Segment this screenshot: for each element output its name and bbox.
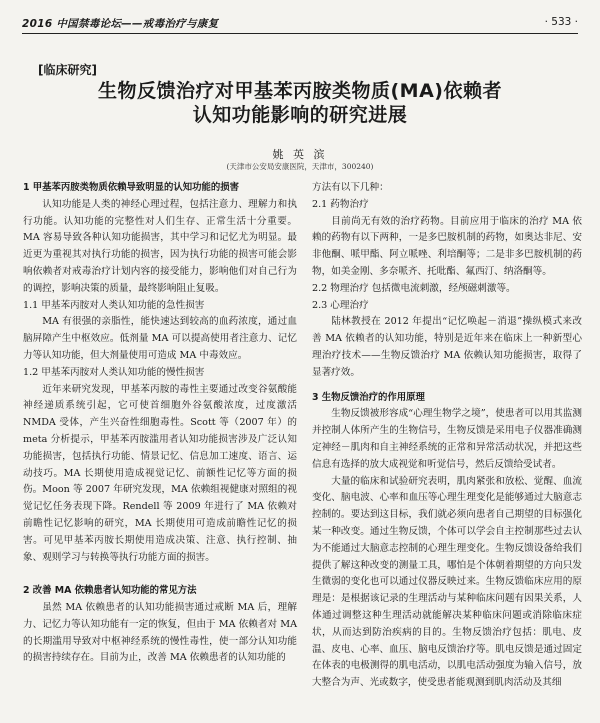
subsection-heading-2-1: 2.1 药物治疗 bbox=[312, 198, 369, 210]
article-title-line1: 生物反馈治疗对甲基苯丙胺类物质(MA)依赖者 bbox=[98, 80, 502, 102]
paragraph: 认知功能是人类的神经心理过程，包括注意力、理解力和执行功能。认知功能的完整性对人们生存、正常生活十分重要。MA 容易导致各种认知功能损害，其中学习和记忆尤为明显。最近更为重视其对执行功能的损害，因为执行功能的损害可能会影响依赖者对戒毒治疗计划内容的接受能力，影响他们对自己行为的调控，影响决策的质量，最终影响阻止复吸。 bbox=[23, 198, 297, 294]
subsection-heading-2-3: 2.3 心理治疗 bbox=[312, 299, 369, 311]
page-number: · 533 · bbox=[544, 16, 578, 28]
paragraph: 近年来研究发现，甲基苯丙胺的毒性主要通过改变谷氨酸能神经递质系统引起，它可使首细胞外谷氨酸浓度，过度激活 NMDA 受体，产生兴奋性细胞毒性。Scott 等（2007 年）的 meta 分析提示，甲基苯丙胺滥用者认知功能损害涉及广泛认知功能损害，包括执行功能、情景记忆、信息加工速度、语言、运动技巧。MA 长期使用造成视觉记忆、前额性记忆等方面的损伤。Moon 等 2007 年研究发现，MA 依赖组视健康对照组的视觉记忆任务表现下降。Rendell 等 2009 年进行了 MA 依赖对前瞻性记忆影响的研究，MA 长期使用可造成前瞻性记忆的损害。可见甲基苯丙胺长期使用造成决策、注意、执行控制、抽象、观则学习与转换等执行功能方面的损害。 bbox=[23, 383, 297, 563]
paragraph: 虽然 MA 依赖患者的认知功能损害通过戒断 MA 后，理解力、记忆力等认知功能有一定的恢复，但由于 MA 依赖者对 MA 的长期滥用导致对中枢神经系统的慢性毒性，使一部分认知功能的损害持续存在。目前为止，改善 MA 依赖患者的认知功能的 bbox=[23, 601, 297, 664]
header-rule bbox=[22, 33, 578, 34]
journal-name: 2016 中国禁毒论坛——戒毒治疗与康复 bbox=[22, 18, 219, 30]
article-category: [临床研究] bbox=[38, 63, 97, 77]
paragraph: 目前尚无有效的治疗药物。目前应用于临床的治疗 MA 依赖的药物有以下两种，一是多巴胺机制的药物，如奥达非尼、安非他酮、哌甲酯、阿立哌唑、利培酮等；二是非多巴胺机制的药物，如美金刚、多奈哌齐、托吡酯、氟西汀、纳洛酮等。 bbox=[312, 215, 582, 277]
subsection-heading-1-1: 1.1 甲基苯丙胺对人类认知功能的急性损害 bbox=[23, 299, 205, 311]
section-heading-2: 2 改善 MA 依赖患者认知功能的常见方法 bbox=[23, 585, 197, 597]
subsection-heading-2-2: 2.2 物理治疗 包括微电流刺激，经颅磁刺激等。 bbox=[312, 282, 516, 294]
author-affiliation: (天津市公安局安康医院，天津市，300240) bbox=[226, 162, 374, 171]
section-heading-1: 1 甲基苯丙胺类物质依赖导致明显的认知功能的损害 bbox=[23, 182, 240, 193]
running-header bbox=[22, 14, 578, 36]
paragraph: 陆林教授在 2012 年提出“记忆唤起－消退”操纵模式来改善 MA 依赖者的认知功能，特别是近年来在临床上一种新型心理治疗技术——生物反馈治疗 MA 依赖认知功能损害，取得了显著疗效。 bbox=[312, 316, 582, 378]
paragraph-continuation: 方法有以下几种： bbox=[312, 182, 389, 193]
subsection-heading-1-2: 1.2 甲基苯丙胺对人类认知功能的慢性损害 bbox=[23, 366, 205, 378]
right-column bbox=[312, 180, 582, 692]
author-name: 姚 英 滨 bbox=[272, 148, 328, 161]
article-title-line2: 认知功能影响的研究进展 bbox=[192, 104, 408, 126]
section-heading-3: 3 生物反馈治疗的作用原理 bbox=[312, 391, 425, 403]
paragraph: 大量的临床和试验研究表明，肌肉紧张和放松、觉醒、血流变化、脑电波、心率和血压等心理生理变化是能够通过大脑意志控制的。要达到这目标，我们就必须向患者自己期望的目标强化某一种改变。通过生物反馈，个体可以学会自主控制那些过去认为不能通过大脑意志控制的心理生理变化。生物反馈设备给我们提供了解这种改变的测量工具，哪怕是个体朝着期望的方向只发生微弱的变化也可以通过仪器反映过来。生物反馈临床应用的原理是：是根据该记录的生理活动与某种临床问题有因果关系，人体通过调整这种生理活动就能解决某种临床问题或消除临床症状，从而达到防治疾病的目的。生物反馈治疗包括：肌电、皮温、皮电、心率、血压、脑电反馈治疗等。肌电反馈是通过固定在体表的电极测得的肌电活动，以肌电活动强度为输入信号，放大整合为声、光或数字，使受患者能观测到肌肉活动及其细 bbox=[312, 475, 582, 689]
paragraph: 生物反馈被形容成“心理生物学之境”，使患者可以用其监测并控制人体所产生的生物信号，生物反馈是采用电子仪器准确测定神经－肌肉和自主神经系统的正常和异常活动状况，并把这些信息有选择的放大成视觉和听觉信号，然后反馈给受试者。 bbox=[312, 408, 582, 470]
left-column bbox=[23, 180, 297, 667]
paragraph: MA 有很强的亲脂性，能快速达到较高的血药浓度，通过血脑屏障产生中枢效应。低剂量 MA 可以提高使用者注意力、记忆力等认知功能，但大剂量使用可造成 MA 中毒效应。 bbox=[23, 316, 297, 361]
